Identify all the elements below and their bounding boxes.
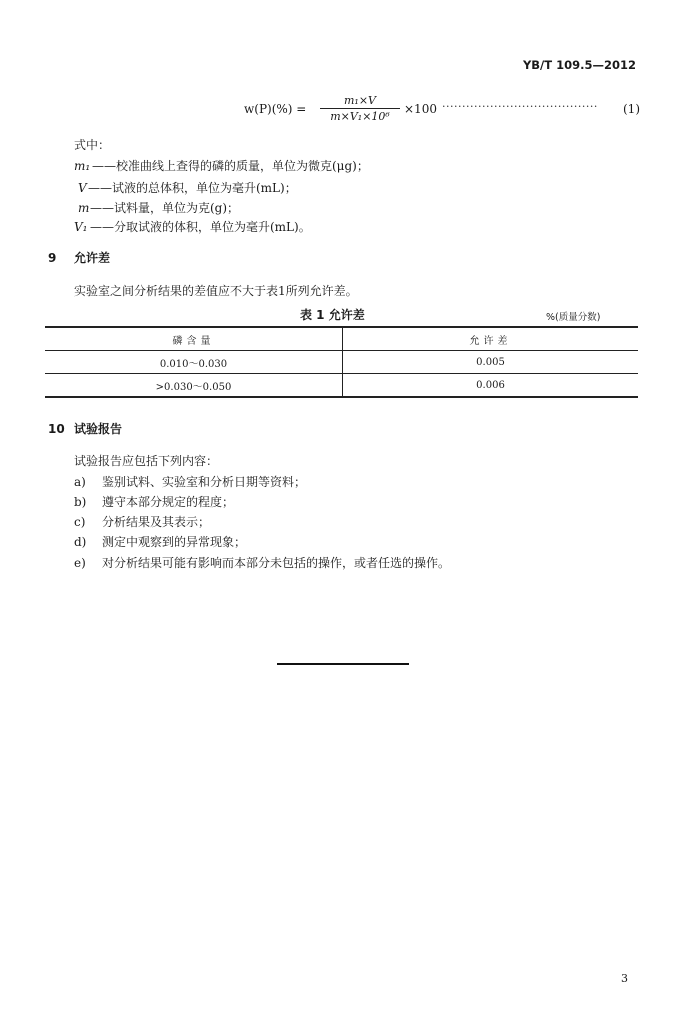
- where-item: [78, 199, 239, 216]
- allowance-table: [45, 326, 638, 398]
- table-header-row: [45, 327, 638, 351]
- list-key: b): [74, 495, 87, 509]
- section-9-text: 实验室之间分析结果的差值应不大于表1所列允许差。: [74, 284, 358, 298]
- list-text: 遵守本部分规定的程度；: [102, 495, 235, 509]
- where-symbol: m: [78, 201, 90, 215]
- table-cell: 0.006: [476, 379, 505, 391]
- where-text: 试料量，单位为克(g)；: [114, 201, 240, 215]
- list-text: 鉴别试料、实验室和分析日期等资料；: [102, 475, 307, 489]
- where-intro: 式中：: [74, 138, 111, 152]
- where-dash: ——: [92, 159, 116, 173]
- where-dash: ——: [90, 201, 114, 215]
- where-text: 校准曲线上查得的磷的质量，单位为微克(μg)；: [116, 159, 369, 173]
- where-item: [74, 218, 311, 235]
- formula-multiplier: ×100: [404, 102, 437, 116]
- formula-number: (1): [623, 102, 640, 116]
- where-symbol: m₁: [74, 159, 91, 173]
- formula-numerator: m₁×V: [320, 94, 400, 109]
- list-key: c): [74, 515, 86, 529]
- section-title: 试验报告: [74, 422, 123, 436]
- table-row: [45, 374, 638, 398]
- end-rule: [277, 663, 409, 665]
- list-item: [74, 473, 306, 490]
- formula-fraction: [320, 94, 400, 123]
- column-header-phosphorus-content: 磷含量: [45, 327, 343, 351]
- section-10-intro: 试验报告应包括下列内容：: [74, 454, 219, 468]
- table-cell: 0.010～0.030: [45, 351, 343, 374]
- list-item: [74, 513, 210, 530]
- table-row: [45, 351, 638, 374]
- section-9-heading: [48, 249, 110, 266]
- where-item: [74, 157, 369, 174]
- where-text: 分取试液的体积，单位为毫升(mL)。: [114, 220, 311, 234]
- formula-1: [244, 94, 640, 126]
- list-key: e): [74, 556, 86, 570]
- standard-number: YB/T 109.5—2012: [522, 58, 636, 72]
- where-dash: ——: [88, 181, 112, 195]
- table-cell: 0.005: [343, 351, 639, 374]
- section-number: 9: [48, 251, 57, 265]
- page-number: 3: [621, 972, 628, 985]
- section-title: 允许差: [74, 251, 111, 265]
- table-unit: %(质量分数): [546, 312, 601, 323]
- where-dash: ——: [90, 220, 114, 234]
- list-text: 对分析结果可能有影响而本部分未包括的操作，或者任选的操作。: [102, 556, 451, 570]
- list-key: d): [74, 535, 87, 549]
- formula-denominator: m×V₁×10⁶: [330, 110, 390, 123]
- table-caption: 表 1 允许差: [300, 308, 365, 322]
- list-text: 分析结果及其表示；: [102, 515, 211, 529]
- table-cell: >0.030～0.050: [45, 374, 343, 398]
- list-item: [74, 554, 450, 571]
- list-item: [74, 493, 234, 510]
- list-text: 测定中观察到的异常现象；: [102, 535, 247, 549]
- where-symbol: V: [78, 181, 87, 195]
- formula-leader-dots: ·······································: [442, 100, 598, 113]
- where-symbol: V₁: [74, 220, 88, 234]
- list-item: [74, 533, 246, 550]
- where-text: 试液的总体积，单位为毫升(mL)；: [112, 181, 297, 195]
- section-10-heading: [48, 420, 122, 437]
- formula-lhs: w(P)(%) =: [244, 102, 307, 116]
- list-key: a): [74, 475, 86, 489]
- section-number: 10: [48, 422, 65, 436]
- where-item: [78, 179, 297, 196]
- column-header-tolerance: 允许差: [343, 327, 639, 351]
